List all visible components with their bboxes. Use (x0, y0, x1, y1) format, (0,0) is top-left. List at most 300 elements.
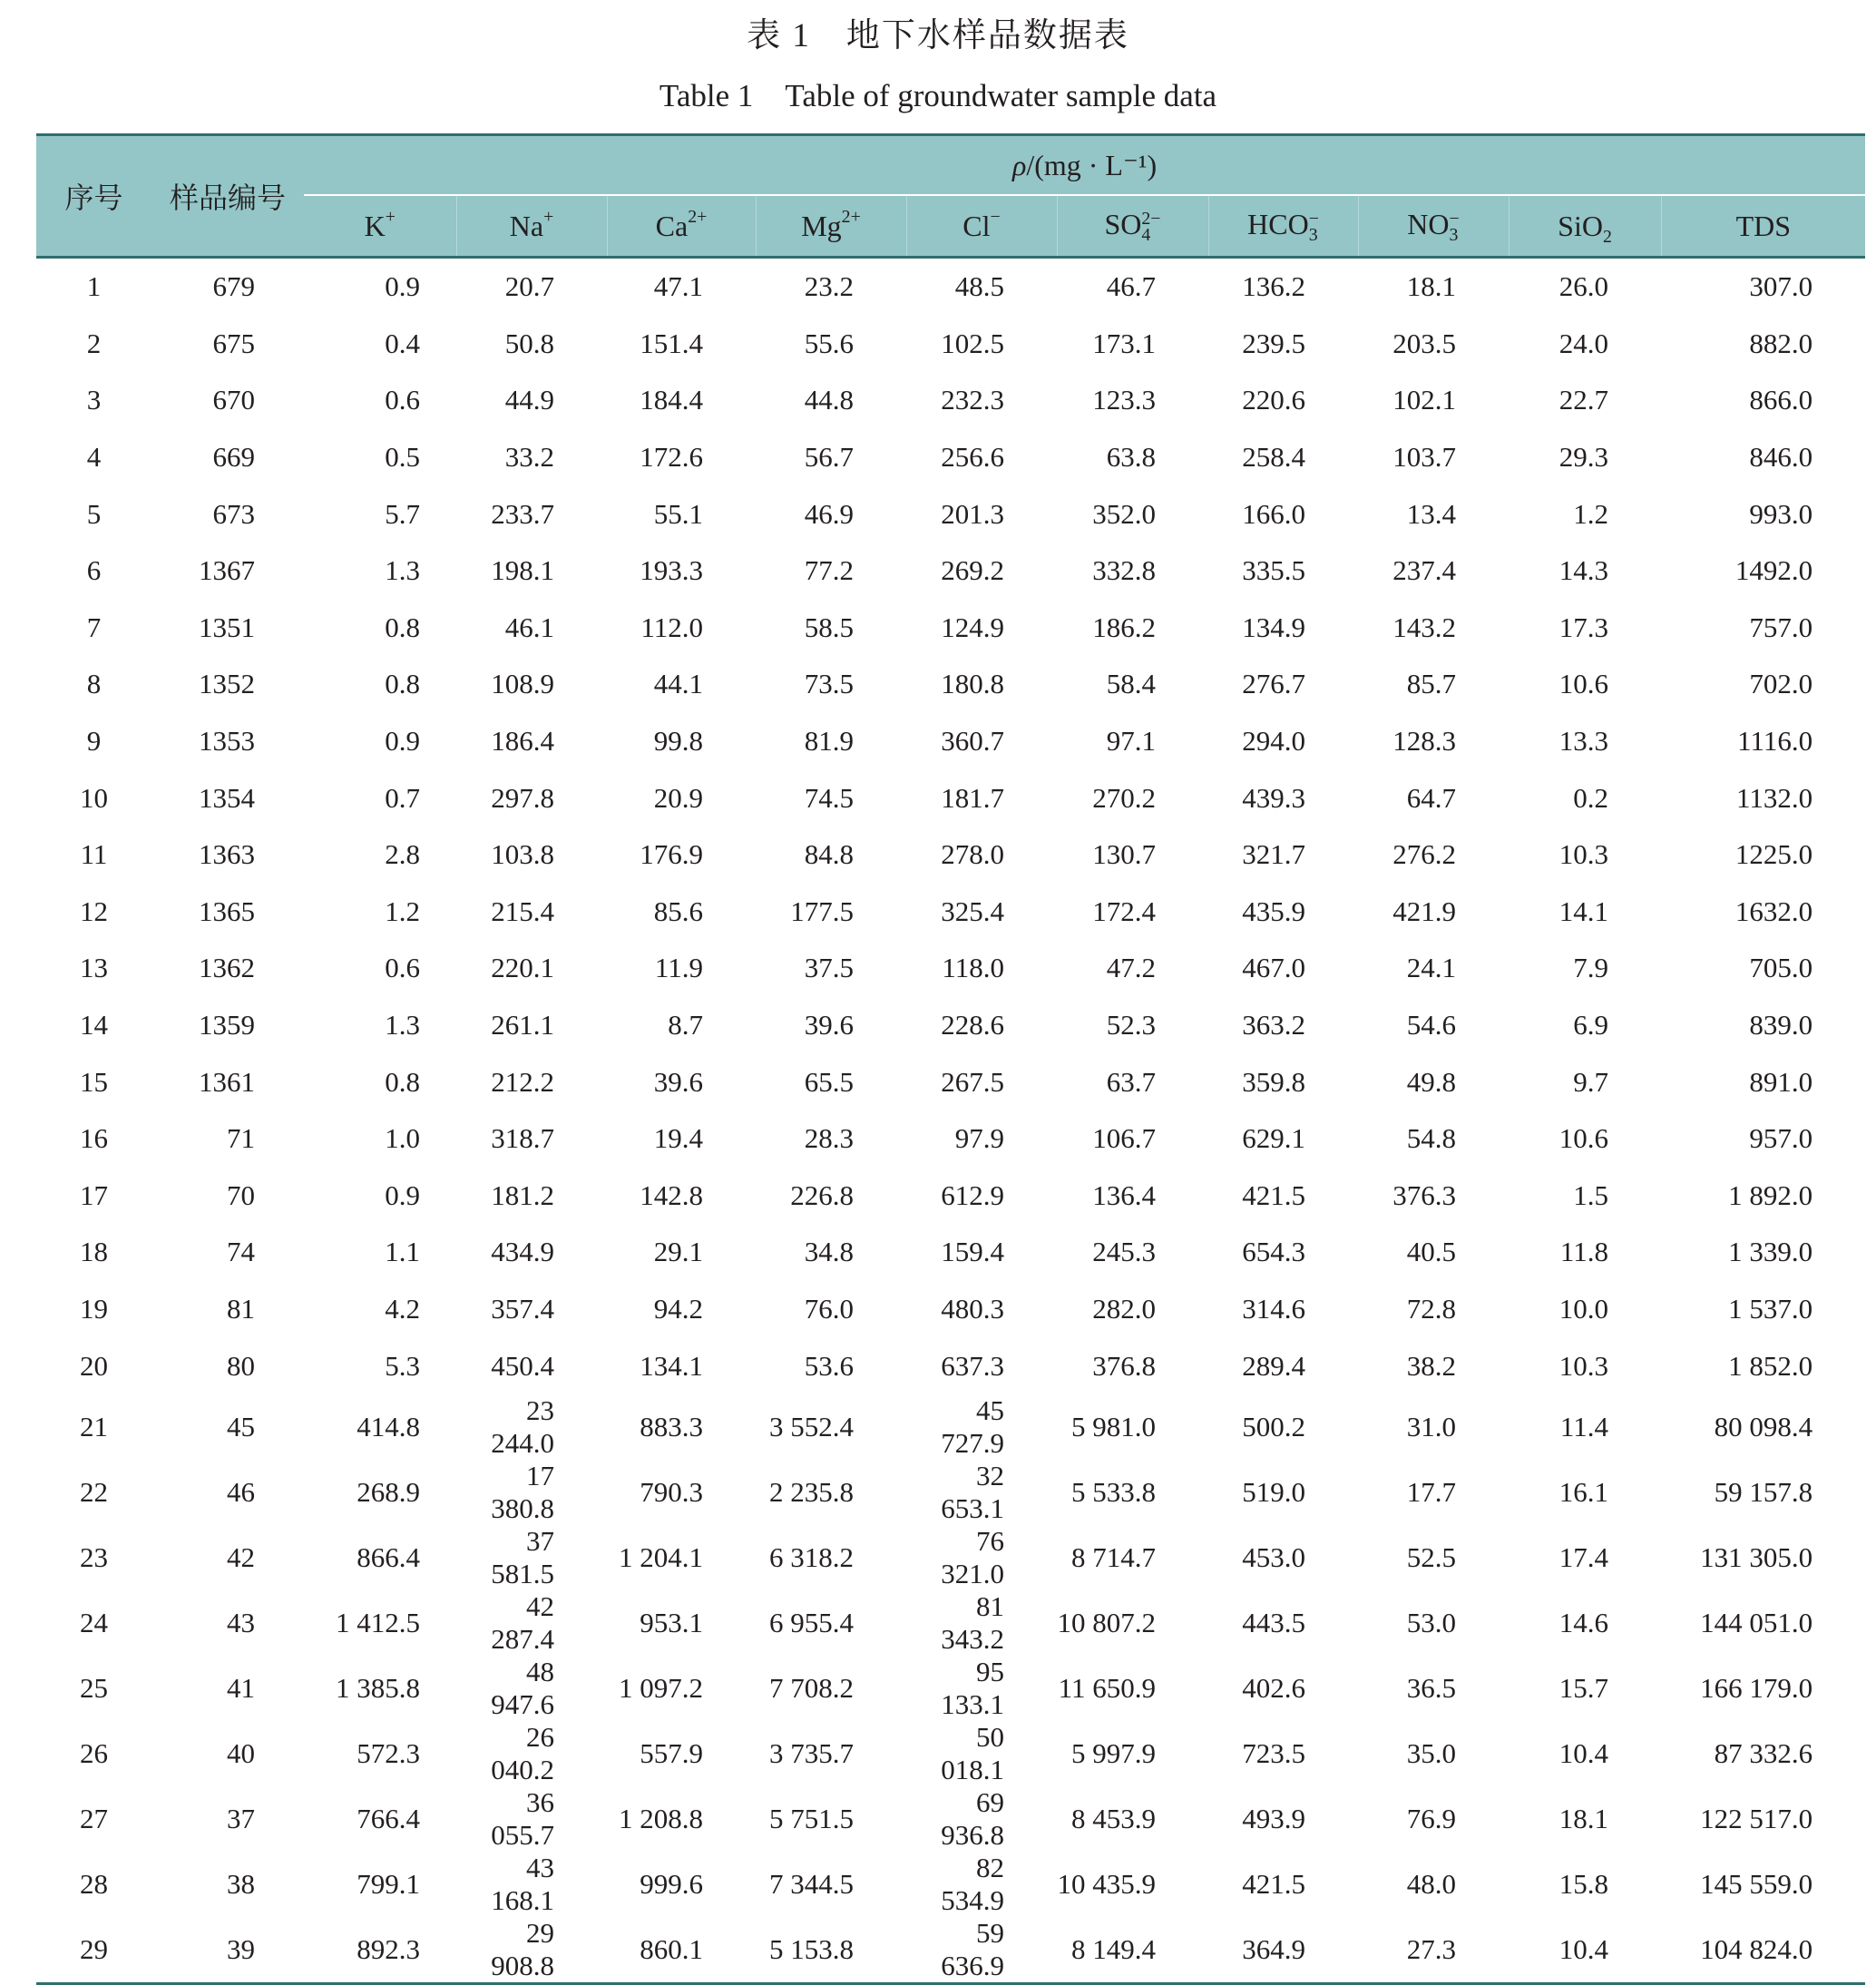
cell-mg: 84.8 (804, 838, 854, 871)
cell-k: 1 385.8 (336, 1671, 420, 1704)
cell-seq: 27 (80, 1802, 108, 1834)
cell-na: 450.4 (491, 1349, 554, 1382)
cell-sio2: 11.8 (1559, 1236, 1608, 1268)
cell-sio2: 17.4 (1558, 1540, 1608, 1573)
cell-seq: 11 (80, 838, 108, 871)
cell-hco3: 321.7 (1242, 838, 1305, 871)
groundwater-table-container (36, 133, 1859, 1985)
table-caption-english: Table 1 Table of groundwater sample data (659, 78, 1217, 113)
cell-na: 297.8 (491, 781, 554, 814)
cell-sample-no: 1361 (199, 1065, 255, 1098)
cell-k: 414.8 (357, 1410, 420, 1442)
cell-mg: 23.2 (804, 270, 854, 303)
cell-tds: 1632.0 (1734, 895, 1813, 927)
cell-seq: 3 (86, 384, 102, 416)
table-row (36, 1786, 1865, 1852)
cell-seq: 5 (86, 497, 102, 530)
cell-sio2: 9.7 (1573, 1065, 1608, 1098)
cell-ca: 999.6 (640, 1867, 703, 1900)
cell-k: 1.3 (385, 554, 420, 587)
cell-tds: 957.0 (1749, 1122, 1813, 1155)
cell-na: 33.2 (504, 441, 554, 474)
cell-cl: 95 133.1 (941, 1655, 1004, 1720)
cell-hco3: 258.4 (1242, 441, 1305, 474)
cell-seq: 21 (80, 1410, 108, 1442)
cell-ca: 860.1 (607, 1917, 756, 1984)
cell-sio2: 14.3 (1558, 554, 1608, 587)
cell-so4: 172.4 (1092, 895, 1156, 927)
cell-mg: 39.6 (804, 1009, 854, 1041)
cell-k: 1.1 (385, 1236, 420, 1268)
cell-so4: 5 997.9 (1071, 1736, 1156, 1769)
cell-hco3: 723.5 (1242, 1736, 1305, 1769)
cell-na: 103.8 (491, 838, 554, 871)
cell-seq: 15 (80, 1065, 108, 1098)
cell-so4: 8 453.9 (1071, 1802, 1156, 1834)
cell-hco3: 467.0 (1242, 952, 1305, 984)
cell-no3: 421.9 (1392, 895, 1456, 927)
cell-so4: 46.7 (1106, 270, 1156, 303)
cell-k: 268.9 (357, 1475, 420, 1508)
cell-so4: 123.3 (1092, 384, 1156, 416)
cell-sample-no: 1365 (199, 895, 255, 927)
cell-sio2: 0.2 (1573, 781, 1608, 814)
cell-na: 198.1 (491, 554, 554, 587)
cell-sio2: 10.4 (1558, 1736, 1608, 1769)
cell-na: 181.2 (491, 1178, 554, 1211)
cell-cl: 637.3 (941, 1349, 1004, 1382)
table-row (36, 940, 1865, 997)
table-row (36, 429, 1865, 486)
table-row (36, 1852, 1865, 1917)
cell-so4: 52.3 (1106, 1009, 1156, 1041)
cell-so4: 10 435.9 (1057, 1867, 1156, 1900)
cell-sample-no: 1353 (199, 725, 255, 758)
header-seq: 序号 (36, 135, 151, 258)
cell-no3: 72.8 (1406, 1292, 1456, 1325)
cell-k: 1.2 (385, 895, 420, 927)
cell-ca: 85.6 (653, 895, 703, 927)
cell-sample-no: 39 (151, 1917, 304, 1984)
table-row (36, 1525, 1865, 1590)
cell-tds: 993.0 (1749, 497, 1813, 530)
cell-tds: 122 517.0 (1700, 1802, 1813, 1834)
cell-na: 50.8 (504, 327, 554, 359)
cell-seq: 26 (80, 1736, 108, 1769)
header-col-na: Na+ (456, 195, 607, 258)
cell-mg: 7 708.2 (769, 1671, 854, 1704)
cell-mg: 28.3 (804, 1122, 854, 1155)
cell-k: 0.6 (385, 384, 420, 416)
cell-hco3: 294.0 (1242, 725, 1305, 758)
cell-ca: 557.9 (640, 1736, 703, 1769)
cell-seq: 6 (86, 554, 102, 587)
cell-ca: 20.9 (653, 781, 703, 814)
cell-sample-no: 45 (227, 1410, 255, 1442)
groundwater-sample-table (36, 133, 1865, 1985)
cell-na: 36 055.7 (491, 1785, 554, 1851)
cell-seq: 25 (80, 1671, 108, 1704)
cell-tds: 307.0 (1749, 270, 1813, 303)
table-row (36, 1337, 1865, 1394)
cell-seq: 29 (36, 1917, 151, 1984)
cell-seq: 2 (86, 327, 102, 359)
header-col-sio2: SiO$_2$ (1509, 195, 1661, 258)
cell-seq: 7 (86, 611, 102, 643)
cell-seq: 1 (86, 270, 102, 303)
header-col-no3: NO − 3 (1358, 195, 1509, 258)
header-sample-no: 样品编号 (151, 135, 304, 258)
cell-ca: 19.4 (653, 1122, 703, 1155)
cell-no3: 54.8 (1406, 1122, 1456, 1155)
cell-seq: 9 (86, 725, 102, 758)
table-row (36, 600, 1865, 657)
cell-k: 5.3 (385, 1349, 420, 1382)
cell-hco3: 654.3 (1242, 1236, 1305, 1268)
cell-tds: 702.0 (1749, 668, 1813, 700)
cell-sample-no: 70 (227, 1178, 255, 1211)
cell-na: 186.4 (491, 725, 554, 758)
cell-tds: 882.0 (1749, 327, 1813, 359)
cell-so4: 352.0 (1092, 497, 1156, 530)
cell-seq: 17 (80, 1178, 108, 1211)
header-unit: ρ/(mg · L⁻¹) (304, 135, 1865, 196)
cell-na: 26 040.2 (491, 1720, 554, 1785)
cell-tds: 1 892.0 (1728, 1178, 1813, 1211)
cell-sio2: 7.9 (1573, 952, 1608, 984)
cell-sio2: 13.3 (1558, 725, 1608, 758)
cell-na: 17 380.8 (491, 1459, 554, 1524)
cell-sio2: 26.0 (1558, 270, 1608, 303)
cell-tds: 1 852.0 (1728, 1349, 1813, 1382)
cell-hco3: 276.7 (1242, 668, 1305, 700)
cell-k: 892.3 (304, 1917, 456, 1984)
cell-no3: 36.5 (1406, 1671, 1456, 1704)
cell-hco3: 314.6 (1242, 1292, 1305, 1325)
table-body (36, 258, 1865, 1984)
cell-tds: 145 559.0 (1700, 1867, 1813, 1900)
cell-na: 434.9 (491, 1236, 554, 1268)
cell-no3: 40.5 (1406, 1236, 1456, 1268)
cell-sample-no: 1363 (199, 838, 255, 871)
cell-ca: 55.1 (653, 497, 703, 530)
cell-so4: 130.7 (1092, 838, 1156, 871)
cell-mg: 74.5 (804, 781, 854, 814)
cell-no3: 18.1 (1406, 270, 1456, 303)
cell-cl: 228.6 (941, 1009, 1004, 1041)
cell-sample-no: 670 (212, 384, 255, 416)
cell-sample-no: 1351 (199, 611, 255, 643)
cell-sample-no: 71 (227, 1122, 255, 1155)
cell-no3: 376.3 (1392, 1178, 1456, 1211)
header-col-so4: SO 2− 4 (1057, 195, 1208, 258)
cell-no3: 31.0 (1406, 1410, 1456, 1442)
cell-sample-no: 675 (212, 327, 255, 359)
cell-sio2: 1.5 (1573, 1178, 1608, 1211)
cell-sample-no: 1367 (199, 554, 255, 587)
cell-seq: 10 (80, 781, 108, 814)
cell-k: 0.6 (385, 952, 420, 984)
cell-seq: 23 (80, 1540, 108, 1573)
cell-so4: 270.2 (1092, 781, 1156, 814)
cell-cl: 48.5 (954, 270, 1004, 303)
cell-no3: 128.3 (1392, 725, 1456, 758)
cell-k: 1 412.5 (336, 1606, 420, 1638)
cell-cl: 81 343.2 (941, 1589, 1004, 1655)
cell-cl: 97.9 (954, 1122, 1004, 1155)
cell-cl: 612.9 (941, 1178, 1004, 1211)
cell-hco3: 363.2 (1242, 1009, 1305, 1041)
cell-seq: 12 (80, 895, 108, 927)
cell-so4: 245.3 (1092, 1236, 1156, 1268)
cell-k: 0.8 (385, 611, 420, 643)
header-col-mg: $Mg^{2+}$ (756, 195, 906, 258)
cell-sample-no: 81 (227, 1292, 255, 1325)
cell-sio2: 14.6 (1558, 1606, 1608, 1638)
cell-ca: 790.3 (640, 1475, 703, 1508)
cell-k: 799.1 (357, 1867, 420, 1900)
cell-na: 23 244.0 (491, 1393, 554, 1459)
cell-sample-no: 673 (212, 497, 255, 530)
cell-no3: 48.0 (1406, 1867, 1456, 1900)
cell-so4: 63.7 (1106, 1065, 1156, 1098)
cell-mg: 6 955.4 (769, 1606, 854, 1638)
cell-seq: 18 (80, 1236, 108, 1268)
cell-no3: 54.6 (1406, 1009, 1456, 1041)
cell-sio2: 11.4 (1559, 1410, 1608, 1442)
cell-mg: 226.8 (790, 1178, 854, 1211)
cell-tds: 1132.0 (1735, 781, 1813, 814)
cell-k: 4.2 (385, 1292, 420, 1325)
cell-na: 48 947.6 (491, 1655, 554, 1720)
cell-mg: 81.9 (804, 725, 854, 758)
cell-so4: 5 533.8 (1071, 1475, 1156, 1508)
cell-ca: 1 204.1 (619, 1540, 703, 1573)
cell-seq: 28 (80, 1867, 108, 1900)
table-row (36, 713, 1865, 770)
cell-sample-no: 1354 (199, 781, 255, 814)
table-row (36, 372, 1865, 429)
cell-mg: 53.6 (804, 1349, 854, 1382)
cell-ca: 953.1 (640, 1606, 703, 1638)
cell-tds: 891.0 (1749, 1065, 1813, 1098)
cell-ca: 94.2 (653, 1292, 703, 1325)
cell-na: 357.4 (491, 1292, 554, 1325)
table-row (36, 997, 1865, 1054)
cell-mg: 46.9 (804, 497, 854, 530)
cell-sio2: 18.1 (1558, 1802, 1608, 1834)
cell-hco3: 359.8 (1242, 1065, 1305, 1098)
cell-sample-no: 40 (227, 1736, 255, 1769)
cell-mg: 5 751.5 (769, 1802, 854, 1834)
header-col-hco3: HCO − 3 (1208, 195, 1358, 258)
cell-k: 766.4 (357, 1802, 420, 1834)
cell-so4: 173.1 (1092, 327, 1156, 359)
cell-no3: 27.3 (1358, 1917, 1509, 1984)
table-caption-chinese: 表 1 地下水样品数据表 (747, 17, 1129, 54)
cell-cl: 232.3 (941, 384, 1004, 416)
cell-na: 108.9 (491, 668, 554, 700)
cell-na: 318.7 (491, 1122, 554, 1155)
cell-no3: 237.4 (1392, 554, 1456, 587)
cell-no3: 53.0 (1406, 1606, 1456, 1638)
header-col-k: K+ (304, 195, 456, 258)
table-row (36, 1721, 1865, 1786)
cell-cl: 59 636.9 (906, 1917, 1057, 1984)
cell-k: 0.5 (385, 441, 420, 474)
cell-tds: 866.0 (1749, 384, 1813, 416)
cell-seq: 16 (80, 1122, 108, 1155)
cell-tds: 757.0 (1749, 611, 1813, 643)
cell-no3: 13.4 (1406, 497, 1456, 530)
cell-k: 5.7 (385, 497, 420, 530)
cell-k: 0.4 (385, 327, 420, 359)
header-col-tds: TDS (1661, 195, 1865, 258)
cell-hco3: 364.9 (1208, 1917, 1358, 1984)
cell-cl: 76 321.0 (941, 1524, 1004, 1589)
cell-k: 0.9 (385, 270, 420, 303)
cell-mg: 44.8 (804, 384, 854, 416)
cell-ca: 1 208.8 (619, 1802, 703, 1834)
cell-so4: 332.8 (1092, 554, 1156, 587)
cell-seq: 14 (80, 1009, 108, 1041)
cell-na: 215.4 (491, 895, 554, 927)
cell-hco3: 134.9 (1242, 611, 1305, 643)
table-row (36, 656, 1865, 713)
cell-no3: 203.5 (1392, 327, 1456, 359)
cell-seq: 24 (80, 1606, 108, 1638)
cell-k: 1.3 (385, 1009, 420, 1041)
cell-k: 0.9 (385, 725, 420, 758)
cell-no3: 35.0 (1406, 1736, 1456, 1769)
cell-hco3: 443.5 (1242, 1606, 1305, 1638)
cell-so4: 376.8 (1092, 1349, 1156, 1382)
cell-no3: 49.8 (1406, 1065, 1456, 1098)
cell-ca: 39.6 (653, 1065, 703, 1098)
cell-ca: 142.8 (640, 1178, 703, 1211)
cell-cl: 360.7 (941, 725, 1004, 758)
cell-no3: 103.7 (1392, 441, 1456, 474)
cell-k: 0.7 (385, 781, 420, 814)
cell-mg: 177.5 (790, 895, 854, 927)
cell-hco3: 629.1 (1242, 1122, 1305, 1155)
table-row (36, 1053, 1865, 1110)
cell-k: 1.0 (385, 1122, 420, 1155)
cell-ca: 29.1 (653, 1236, 703, 1268)
cell-mg: 37.5 (804, 952, 854, 984)
cell-mg: 3 735.7 (769, 1736, 854, 1769)
cell-no3: 143.2 (1392, 611, 1456, 643)
cell-sio2: 15.8 (1558, 1867, 1608, 1900)
cell-hco3: 519.0 (1242, 1475, 1305, 1508)
cell-no3: 24.1 (1406, 952, 1456, 984)
cell-tds: 80 098.4 (1714, 1410, 1813, 1442)
cell-cl: 32 653.1 (941, 1459, 1004, 1524)
cell-tds: 1492.0 (1734, 554, 1813, 587)
cell-cl: 82 534.9 (941, 1851, 1004, 1916)
cell-sio2: 24.0 (1558, 327, 1608, 359)
cell-ca: 151.4 (640, 327, 703, 359)
cell-na: 46.1 (504, 611, 554, 643)
cell-tds: 839.0 (1749, 1009, 1813, 1041)
header-col-ca: $Ca^{2+}$ (607, 195, 756, 258)
cell-sample-no: 74 (227, 1236, 255, 1268)
cell-cl: 256.6 (941, 441, 1004, 474)
table-row (36, 826, 1865, 884)
cell-ca: 8.7 (668, 1009, 703, 1041)
cell-cl: 45 727.9 (941, 1393, 1004, 1459)
cell-mg: 76.0 (804, 1292, 854, 1325)
cell-cl: 102.5 (941, 327, 1004, 359)
cell-ca: 184.4 (640, 384, 703, 416)
cell-hco3: 435.9 (1242, 895, 1305, 927)
cell-no3: 17.7 (1406, 1475, 1456, 1508)
cell-cl: 269.2 (941, 554, 1004, 587)
cell-k: 572.3 (357, 1736, 420, 1769)
table-row (36, 769, 1865, 826)
cell-tds: 104 824.0 (1661, 1917, 1865, 1984)
table-row (36, 1656, 1865, 1721)
cell-no3: 276.2 (1392, 838, 1456, 871)
cell-mg: 2 235.8 (769, 1475, 854, 1508)
cell-sio2: 10.0 (1558, 1292, 1608, 1325)
cell-sio2: 16.1 (1558, 1475, 1608, 1508)
table-row (36, 1590, 1865, 1656)
cell-sio2: 14.1 (1558, 895, 1608, 927)
cell-ca: 112.0 (640, 611, 703, 643)
cell-no3: 38.2 (1406, 1349, 1456, 1382)
cell-mg: 3 552.4 (769, 1410, 854, 1442)
cell-hco3: 239.5 (1242, 327, 1305, 359)
cell-k: 2.8 (385, 838, 420, 871)
cell-seq: 8 (86, 668, 102, 700)
cell-seq: 22 (80, 1475, 108, 1508)
cell-no3: 64.7 (1406, 781, 1456, 814)
cell-sample-no: 37 (227, 1802, 255, 1834)
cell-na: 20.7 (504, 270, 554, 303)
table-row (36, 1460, 1865, 1525)
cell-seq: 4 (86, 441, 102, 474)
cell-so4: 136.4 (1092, 1178, 1156, 1211)
cell-so4: 47.2 (1106, 952, 1156, 984)
cell-so4: 5 981.0 (1071, 1410, 1156, 1442)
cell-seq: 20 (80, 1349, 108, 1382)
cell-tds: 131 305.0 (1700, 1540, 1813, 1573)
cell-ca: 193.3 (640, 554, 703, 587)
cell-na: 37 581.5 (491, 1524, 554, 1589)
cell-hco3: 500.2 (1242, 1410, 1305, 1442)
cell-cl: 180.8 (941, 668, 1004, 700)
cell-tds: 166 179.0 (1700, 1671, 1813, 1704)
cell-hco3: 136.2 (1242, 270, 1305, 303)
cell-so4: 186.2 (1092, 611, 1156, 643)
cell-sample-no: 679 (212, 270, 255, 303)
cell-so4: 97.1 (1106, 725, 1156, 758)
cell-ca: 176.9 (640, 838, 703, 871)
cell-mg: 77.2 (804, 554, 854, 587)
cell-sio2: 22.7 (1558, 384, 1608, 416)
cell-tds: 705.0 (1749, 952, 1813, 984)
table-row (36, 1394, 1865, 1460)
cell-so4: 11 650.9 (1058, 1671, 1156, 1704)
cell-so4: 282.0 (1092, 1292, 1156, 1325)
header-ion-row (36, 195, 1865, 258)
cell-so4: 8 149.4 (1057, 1917, 1208, 1984)
cell-sio2: 10.4 (1509, 1917, 1661, 1984)
cell-tds: 1225.0 (1734, 838, 1813, 871)
cell-cl: 124.9 (941, 611, 1004, 643)
cell-tds: 144 051.0 (1700, 1606, 1813, 1638)
